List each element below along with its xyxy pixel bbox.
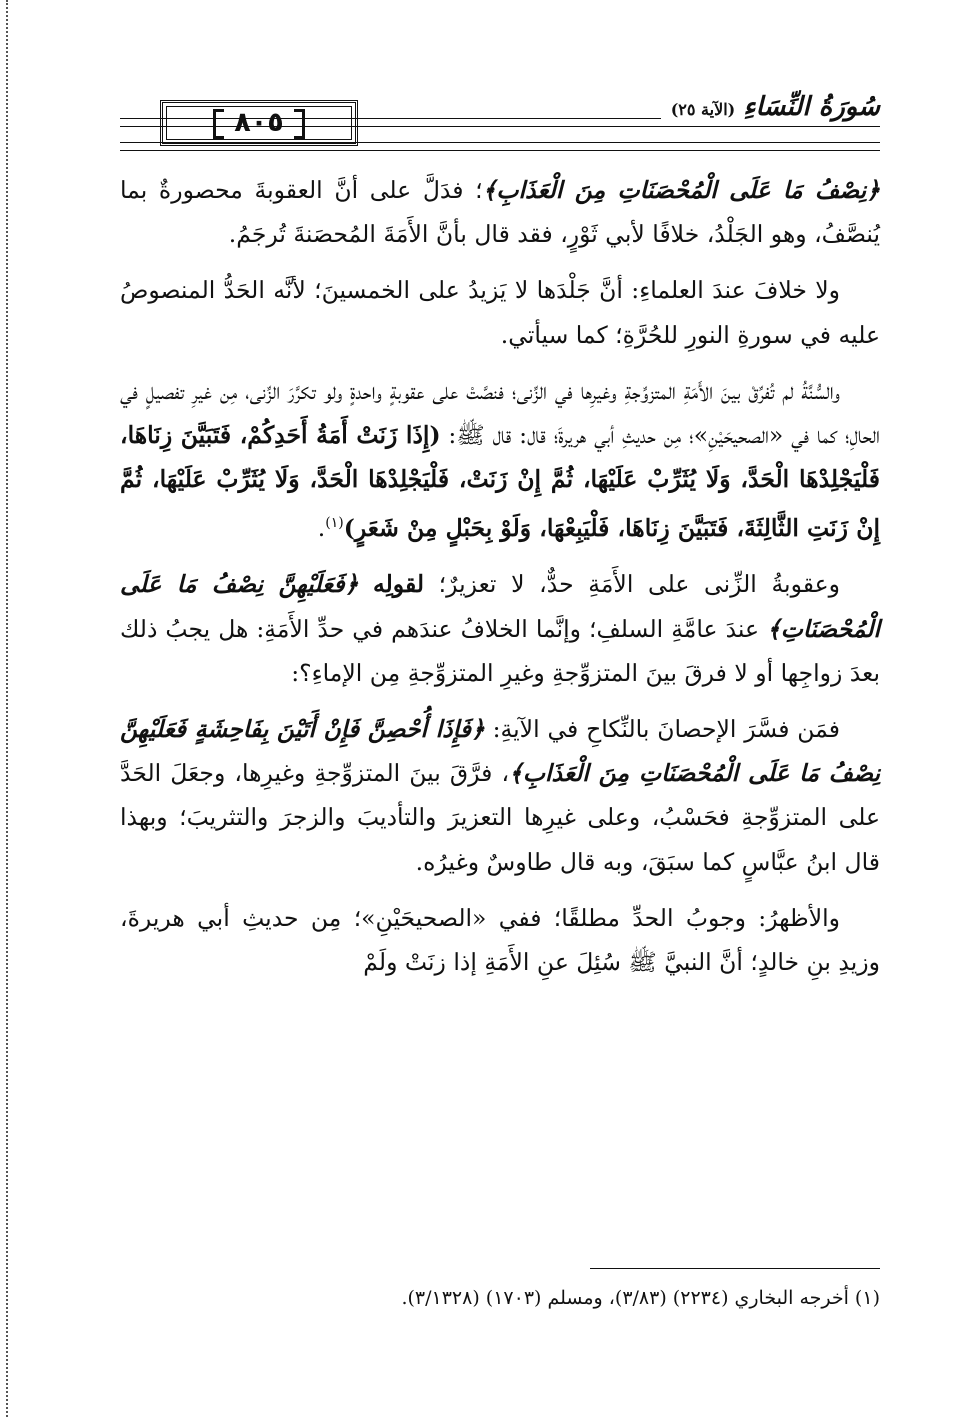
footnote: (١) أخرجه البخاري (٢٢٣٤) (٣/٨٣)، ومسلم (١٧٠٣) (٣/١٣٢٨). — [401, 1287, 880, 1309]
paragraph-text: فمَن فسَّرَ الإحصانَ بالنِّكاحِ في الآيةِ: — [484, 715, 840, 744]
paragraph-text: ؛ فدَلَّ على أنَّ العقوبةَ محصورةٌ بما يُنصَّفُ، وهو الجَلْدُ، خلافًا لأبي ثَوْرٍ، فقد قال بأنَّ الأَمَةَ المُحصَنةَ تُرجَمُ. — [120, 176, 880, 249]
quran-quote: ﴿فَعَلَيْهِنَّ نِصْفُ مَا عَلَى الْمُحْصَنَاتِ﴾ — [120, 570, 880, 643]
sentence-end: . — [317, 514, 326, 543]
page-header — [120, 92, 880, 162]
footnote-marker: (١) — [325, 515, 344, 532]
paragraph-text: والسُّنَّةُ لم تُفرِّقْ بينَ الأَمَةِ المتزوِّجةِ وغيرِها في الزِّنى؛ فنصَّتْ على عقوبةٍ واحدةٍ ولو تكرَّرَ الزِّنى، مِن غيرِ تفصيلٍ في الحالِ؛ كما في «الصحيحَيْنِ»؛ مِن حديثِ أبي هريرةَ؛ قال: قال ﷺ: — [120, 376, 880, 450]
header-rule — [120, 150, 880, 151]
quran-quote: ﴿فَإِذَا أُحْصِنَّ فَإِنْ أَتَيْنَ بِفَاحِشَةٍ فَعَلَيْهِنَّ نِصْفُ مَا عَلَى الْمُحْصَنَاتِ مِنَ الْعَذَابِ﴾ — [120, 715, 881, 788]
quran-quote-text: فَإِذَا أُحْصِنَّ فَإِنْ أَتَيْنَ بِفَاحِشَةٍ فَعَلَيْهِنَّ نِصْفُ مَا عَلَى الْمُحْصَنَاتِ مِنَ الْعَذَابِ — [120, 715, 881, 788]
quran-quote-text: فَعَلَيْهِنَّ نِصْفُ مَا عَلَى الْمُحْصَنَاتِ — [120, 570, 880, 643]
paragraph-2: ولا خلافَ عندَ العلماءِ: أنَّ جَلْدَها لا يَزيدُ على الخمسينَ؛ لأنَّه الحَدُّ المنصوصُ عليه في سورةِ النورِ للحُرَّةِ؛ كما سيأتي. — [120, 276, 880, 349]
page-number: ٨٠٥ — [203, 107, 314, 139]
paragraph-text: ، فرَّقَ بينَ المتزوِّجةِ وغيرِها، وجعَلَ الحَدَّ على المتزوِّجةِ فحَسْبُ، وعلى غيرِها التعزيرَ والتأديبَ والزجرَ والتثريبَ؛ وبهذا قال ابنُ عبَّاسٍ كما سبَقَ، وبه قال طاوسٌ وغيرُه. — [120, 759, 880, 876]
qawlihi-label: لقولِه — [373, 570, 424, 599]
footnote-rule — [590, 1268, 880, 1269]
paragraph-4 — [120, 562, 880, 695]
paragraph-1 — [120, 168, 880, 256]
paragraph-6: والأظهرُ: وجوبُ الحدِّ مطلقًا؛ ففي «الصحيحَيْنِ»؛ مِن حديثِ أبي هريرةَ، وزيدِ بنِ خالدٍ؛ أنَّ النبيَّ ﷺ سُئِلَ عنِ الأَمَةِ إذا زنَتْ ولَمْ — [120, 903, 880, 977]
body-text — [120, 168, 880, 996]
surah-title — [661, 92, 880, 122]
quran-quote: ﴿نِصْفُ مَا عَلَى الْمُحْصَنَاتِ مِنَ الْعَذَابِ﴾ — [482, 176, 880, 204]
ayah-reference: (الآية ٢٥) — [670, 100, 736, 119]
quran-quote-text: نِصْفُ مَا عَلَى الْمُحْصَنَاتِ مِنَ الْعَذَابِ — [496, 176, 867, 204]
hadith-quote: (إِذَا زَنَتْ أَمَةُ أَحَدِكُمْ، فَتَبَيَّنَ زِنَاهَا، فَلْيَجْلِدْهَا الْحَدَّ، وَلَا يُثَرِّبْ عَلَيْهَا، ثُمَّ إِنْ زَنَتْ، فَلْيَجْلِدْهَا الْحَدَّ، وَلَا يُثَرِّبْ عَلَيْهَا، ثُمَّ إِنْ زَنَتِ الثَّالِثَةَ، فَتَبَيَّنَ زِنَاهَا، فَلْيَبِعْهَا، وَلَوْ بِحَبْلٍ مِنْ شَعَرٍ) — [120, 421, 880, 543]
scan-edge — [0, 0, 8, 1417]
paragraph-3 — [120, 369, 880, 551]
surah-name: سُورَةُ النِّسَاءِ — [743, 92, 880, 122]
paragraph-text: عندَ عامَّةِ السلفِ؛ وإنَّما الخلافُ عندَهم في حدِّ الأَمَةِ: هل يجبُ ذلك بعدَ زواجِها أو لا فرقَ بينَ المتزوِّجةِ وغيرِ المتزوِّجةِ مِن الإماءِ؟: — [120, 614, 880, 687]
page-number-box — [160, 100, 358, 146]
paragraph-5 — [120, 707, 880, 884]
paragraph-text: وعقوبةُ الزِّنى على الأَمَةِ حدٌّ، لا تعزيرٌ؛ — [424, 570, 840, 599]
